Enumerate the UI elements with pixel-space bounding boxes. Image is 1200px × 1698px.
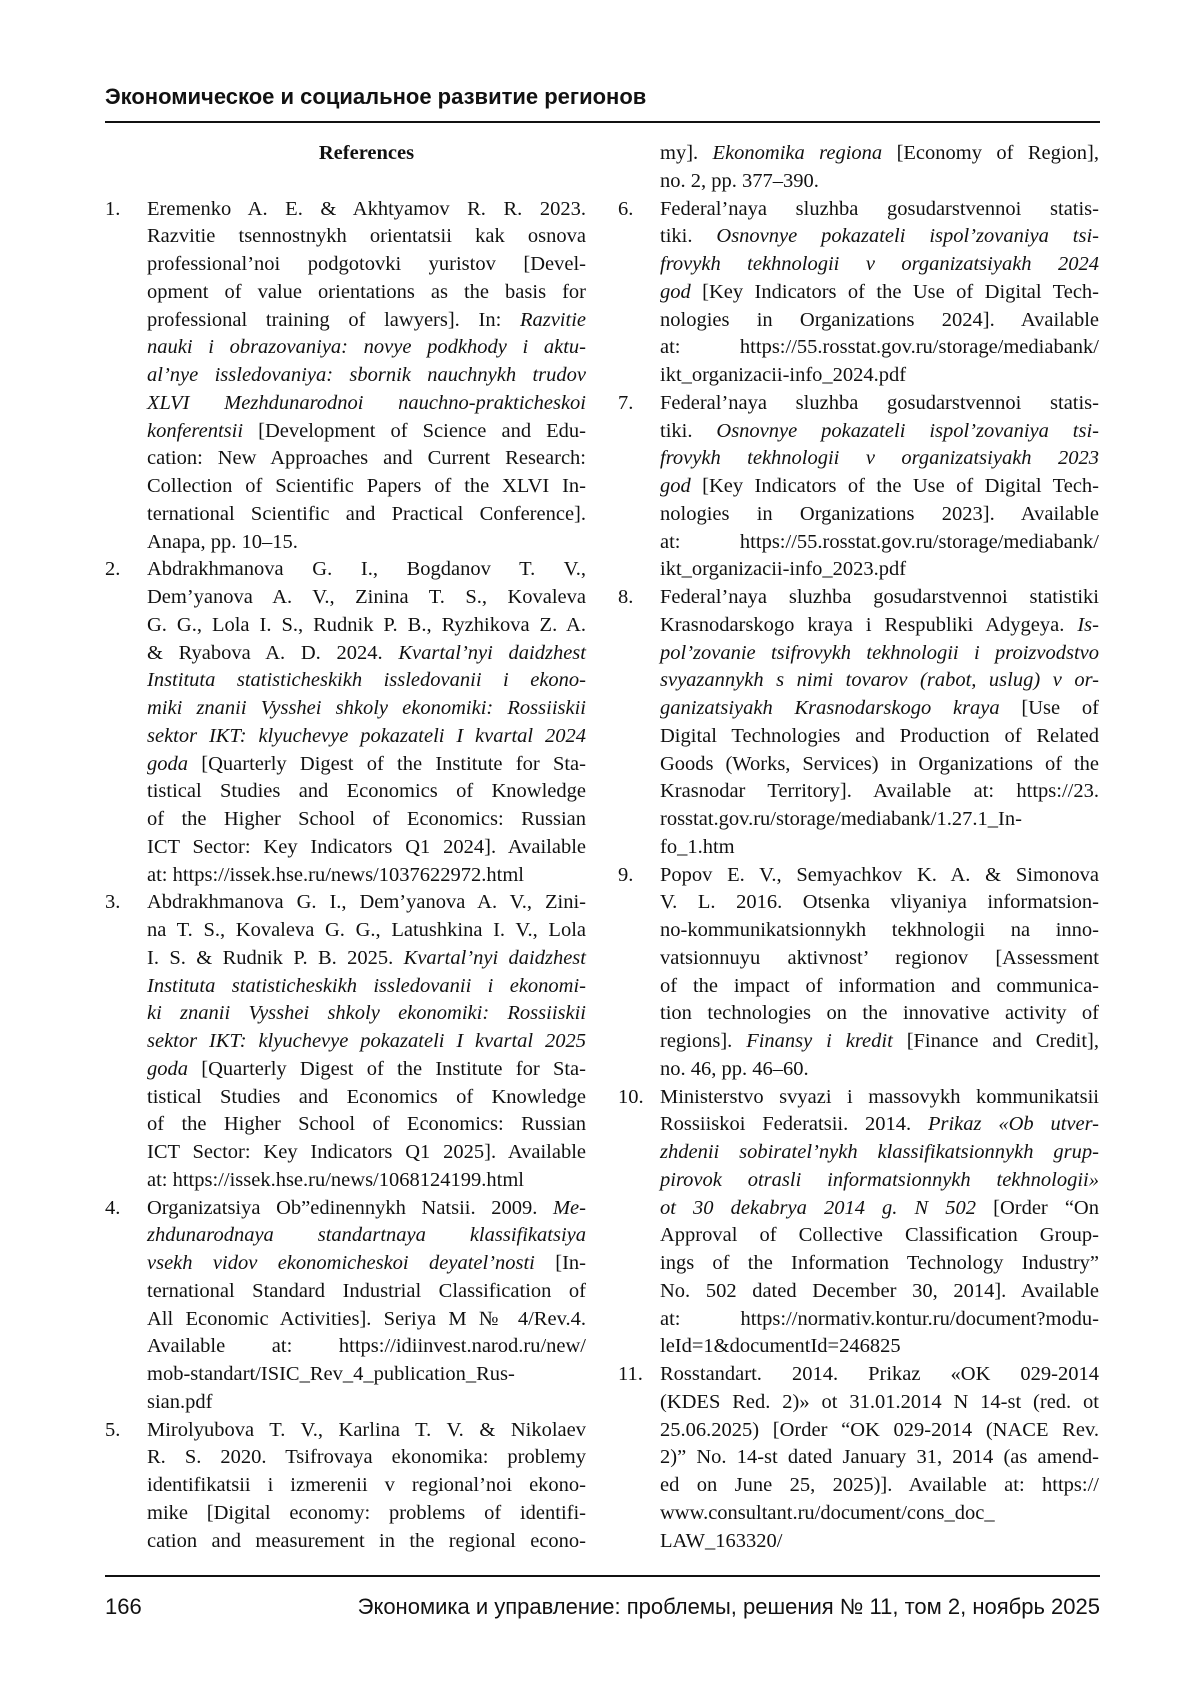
- reference-text: mob-standart/ISIC_Rev_4_publication_Rus-: [147, 1363, 515, 1385]
- reference-line: [147, 501, 586, 529]
- italic-title-text: god: [660, 475, 691, 497]
- italic-title-text: al’nye issledovaniya: sbornik nauchnykh trudov: [147, 364, 586, 386]
- reference-text: I. S. & Rudnik P. B. 2025.: [147, 946, 404, 969]
- reference-line: [147, 1222, 586, 1250]
- italic-title-text: Finansy i kredit: [746, 1030, 893, 1052]
- reference-number: 1.: [105, 197, 121, 220]
- reference-text: at: https://55.rosstat.gov.ru/storage/mediabank/: [660, 530, 1099, 553]
- reference-line: [660, 1333, 1099, 1361]
- reference-line: [147, 1278, 586, 1306]
- reference-line: [660, 723, 1099, 751]
- reference-line: [660, 1056, 1099, 1084]
- reference-text: (KDES Red. 2)» ot 31.01.2014 N 14-st (red. ot: [660, 1390, 1099, 1413]
- reference-text: Mirolyubova T. V., Karlina T. V. & Nikolaev: [147, 1418, 586, 1441]
- reference-item: [105, 889, 586, 1194]
- reference-line: [147, 889, 586, 917]
- reference-item: [618, 862, 1099, 1084]
- reference-line: [147, 1000, 586, 1028]
- reference-line: [660, 1278, 1099, 1306]
- reference-line: [660, 751, 1099, 779]
- reference-line: [660, 1195, 1099, 1223]
- reference-text: of the Higher School of Economics: Russian: [147, 808, 586, 830]
- reference-text: Ministerstvo svyazi i massovykh kommunikatsii: [660, 1085, 1099, 1108]
- reference-line: [147, 751, 586, 779]
- reference-item: [618, 1084, 1099, 1362]
- reference-line: [660, 1361, 1099, 1389]
- reference-text: nologies in Organizations 2024]. Available: [660, 308, 1099, 331]
- reference-number: 6.: [618, 197, 634, 220]
- reference-text: LAW_163320/: [660, 1529, 783, 1552]
- reference-text: sian.pdf: [147, 1390, 213, 1413]
- reference-text: at: https://normativ.kontur.ru/document?modu-: [660, 1307, 1099, 1330]
- reference-text: [Order “On: [976, 1196, 1099, 1219]
- italic-title-text: Kvartal’nyi daidzhest: [398, 641, 586, 664]
- italic-title-text: ot 30 dekabrya 2014 g. N 502: [660, 1196, 977, 1219]
- reference-line: [147, 612, 586, 640]
- reference-line: [147, 806, 586, 834]
- reference-line: [660, 1111, 1099, 1139]
- reference-item: [105, 1417, 586, 1556]
- reference-text: at: https://issek.hse.ru/news/1068124199.html: [147, 1168, 524, 1191]
- reference-text: tiki.: [660, 225, 717, 248]
- reference-line: [147, 1389, 586, 1417]
- reference-text: [Development of Science and Edu-: [243, 419, 586, 442]
- italic-title-text: frovykh tekhnologii v organizatsiyakh 2023: [660, 447, 1099, 470]
- italic-title-text: Osnovnye pokazateli ispol’zovaniya tsi-: [716, 225, 1099, 248]
- reference-item: [105, 196, 586, 557]
- reference-text: cation and measurement in the regional econo-: [147, 1529, 586, 1552]
- reference-text: of the impact of information and communica-: [660, 974, 1099, 997]
- reference-text: Rosstandart. 2014. Prikaz «OK 029-2014: [660, 1363, 1099, 1385]
- italic-title-text: vsekh vidov ekonomicheskoi deyatel’nosti: [147, 1252, 535, 1274]
- reference-text: nologies in Organizations 2023]. Available: [660, 502, 1099, 525]
- reference-text: G. G., Lola I. S., Rudnik P. B., Ryzhikova Z. A.: [147, 613, 586, 636]
- reference-text: [Finance and Credit],: [892, 1030, 1099, 1052]
- page-number: 166: [105, 1594, 142, 1619]
- reference-text: ed on June 25, 2025)]. Available at: https://: [660, 1474, 1099, 1496]
- reference-text: [Key Indicators of the Use of Digital Tech-: [690, 280, 1099, 303]
- reference-text: no. 2, pp. 377–390.: [660, 169, 819, 192]
- reference-text: vatsionnuyu aktivnost’ regionov [Assessment: [660, 946, 1099, 969]
- reference-line: [660, 556, 1099, 584]
- reference-item: [618, 390, 1099, 584]
- italic-title-text: ki znanii Vysshei shkoly ekonomiki: Rossiiskii: [147, 1002, 586, 1025]
- reference-item: [105, 556, 586, 889]
- reference-line: [660, 806, 1099, 834]
- reference-number: 3.: [105, 891, 121, 914]
- reference-line: [147, 584, 586, 612]
- reference-text: www.consultant.ru/document/cons_doc_: [660, 1501, 995, 1524]
- reference-line: [660, 889, 1099, 917]
- reference-text: Krasnodarskogo kraya i Respubliki Adygeya.: [660, 613, 1078, 636]
- reference-line: [660, 1306, 1099, 1334]
- reference-line: [660, 584, 1099, 612]
- right-column: [618, 140, 1099, 1555]
- reference-text: & Ryabova A. D. 2024.: [147, 641, 399, 664]
- reference-text: Razvitie tsennostnykh orientatsii kak osnova: [147, 225, 586, 248]
- reference-text: 25.06.2025) [Order “OK 029-2014 (NACE Rev.: [660, 1418, 1099, 1441]
- reference-line: [660, 1472, 1099, 1500]
- italic-title-text: miki znanii Vysshei shkoly ekonomiki: Rossiiskii: [147, 697, 586, 719]
- reference-line: [147, 390, 586, 418]
- reference-line: [660, 1000, 1099, 1028]
- italic-title-text: sektor IKT: klyuchevye pokazateli I kvartal 2025: [147, 1030, 586, 1052]
- reference-number: 2.: [105, 558, 121, 581]
- reference-text: at: https://55.rosstat.gov.ru/storage/mediabank/: [660, 336, 1099, 359]
- reference-text: cation: New Approaches and Current Research:: [147, 447, 586, 470]
- reference-text: [Quarterly Digest of the Institute for Sta-: [188, 752, 586, 775]
- reference-item: [618, 196, 1099, 390]
- italic-title-text: nauki i obrazovaniya: novye podkhody i aktu-: [147, 336, 586, 359]
- reference-line: [660, 973, 1099, 1001]
- reference-line: [147, 196, 586, 224]
- reference-text: ternational Standard Industrial Classification of: [147, 1279, 586, 1302]
- reference-text: V. L. 2016. Otsenka vliyaniya informatsion-: [660, 891, 1099, 914]
- reference-text: [Use of: [999, 697, 1099, 719]
- reference-line: [147, 1472, 586, 1500]
- reference-line: [660, 334, 1099, 362]
- reference-text: R. S. 2020. Tsifrovaya ekonomika: problemy: [147, 1446, 586, 1469]
- reference-line: [147, 1500, 586, 1528]
- reference-text: Dem’yanova A. V., Zinina T. S., Kovaleva: [147, 586, 586, 608]
- reference-line: [147, 1084, 586, 1112]
- reference-line: [147, 362, 586, 390]
- reference-line: [660, 1444, 1099, 1472]
- italic-title-text: zhdunarodnaya standartnaya klassifikatsiya: [147, 1224, 586, 1247]
- reference-line: [660, 140, 1099, 168]
- italic-title-text: Ekonomika regiona: [712, 142, 883, 164]
- left-column: [105, 140, 586, 1555]
- footer-rule: [105, 1575, 1100, 1577]
- references-heading: References: [318, 142, 415, 164]
- reference-line: [660, 473, 1099, 501]
- italic-title-text: god: [660, 280, 691, 303]
- reference-text: professional training of lawyers]. In:: [147, 308, 520, 331]
- reference-line: [147, 445, 586, 473]
- reference-line: [660, 695, 1099, 723]
- reference-text: Goods (Works, Services) in Organizations of the: [660, 752, 1099, 775]
- reference-line: [147, 1417, 586, 1445]
- italic-title-text: ganizatsiyakh Krasnodarskogo kraya: [660, 697, 1000, 719]
- reference-line: [660, 917, 1099, 945]
- reference-line: [147, 862, 586, 890]
- reference-line: [660, 251, 1099, 279]
- reference-text: Abdrakhmanova G. I., Dem’yanova A. V., Zini-: [147, 891, 586, 914]
- reference-number: 5.: [105, 1418, 121, 1441]
- reference-line: [660, 945, 1099, 973]
- italic-title-text: Prikaz «Ob utver-: [927, 1113, 1099, 1136]
- italic-title-text: frovykh tekhnologii v organizatsiyakh 2024: [660, 253, 1099, 275]
- reference-text: Popov E. V., Semyachkov K. A. & Simonova: [660, 863, 1099, 886]
- reference-line: [147, 1195, 586, 1223]
- reference-text: [Economy of Region],: [882, 142, 1100, 164]
- reference-text: na T. S., Kovaleva G. G., Latushkina I. V., Lola: [147, 919, 586, 941]
- reference-text: tistical Studies and Economics of Knowledge: [147, 780, 586, 803]
- reference-text: ikt_organizacii-info_2024.pdf: [660, 364, 907, 386]
- reference-text: 2)” No. 14-st dated January 31, 2014 (as amend-: [660, 1446, 1099, 1469]
- reference-line: [660, 445, 1099, 473]
- reference-line: [660, 168, 1099, 196]
- reference-line: [660, 778, 1099, 806]
- italic-title-text: Kvartal’nyi daidzhest: [403, 946, 586, 969]
- reference-line: [147, 1167, 586, 1195]
- reference-line: [660, 1417, 1099, 1445]
- reference-text: of the Higher School of Economics: Russian: [147, 1113, 586, 1136]
- reference-text: mike [Digital economy: problems of identifi-: [147, 1501, 586, 1524]
- reference-text: Krasnodar Territory]. Available at: https://23.: [660, 780, 1099, 803]
- reference-text: [Quarterly Digest of the Institute for Sta-: [188, 1057, 586, 1080]
- italic-title-text: pol’zovanie tsifrovykh tekhnologii i proizvodstvo: [660, 641, 1099, 664]
- reference-text: rosstat.gov.ru/storage/mediabank/1.27.1_In-: [660, 808, 1022, 830]
- reference-line: [660, 612, 1099, 640]
- reference-line: [147, 251, 586, 279]
- reference-text: Eremenko A. E. & Akhtyamov R. R. 2023.: [147, 197, 586, 220]
- italic-title-text: Osnovnye pokazateli ispol’zovaniya tsi-: [716, 419, 1099, 442]
- reference-item: [618, 1361, 1099, 1555]
- reference-line: [147, 945, 586, 973]
- reference-text: professional’noi podgotovki yuristov [Devel-: [147, 253, 586, 275]
- reference-line: [147, 1250, 586, 1278]
- reference-line: [147, 723, 586, 751]
- italic-title-text: konferentsii: [147, 419, 244, 442]
- reference-text: Federal’naya sluzhba gosudarstvennoi statis-: [660, 391, 1099, 414]
- italic-title-text: Instituta statisticheskikh issledovanii i ekono-: [147, 669, 586, 692]
- reference-line: [660, 1028, 1099, 1056]
- reference-text: ikt_organizacii-info_2023.pdf: [660, 558, 907, 581]
- reference-number: 7.: [618, 391, 634, 414]
- reference-line: [660, 1528, 1099, 1556]
- reference-line: [147, 529, 586, 557]
- reference-text: regions].: [660, 1030, 747, 1052]
- italic-title-text: zhdenii sobiratel’nykh klassifikatsionnykh grup-: [660, 1141, 1099, 1163]
- reference-line: [147, 973, 586, 1001]
- reference-line: [147, 1139, 586, 1167]
- reference-line: [147, 1444, 586, 1472]
- reference-text: ings of the Information Technology Industry”: [660, 1252, 1099, 1274]
- reference-line: [147, 667, 586, 695]
- reference-line: [147, 1306, 586, 1334]
- reference-line: [660, 362, 1099, 390]
- reference-line: [147, 695, 586, 723]
- reference-line: [660, 1389, 1099, 1417]
- reference-line: [147, 1028, 586, 1056]
- header-rule: [105, 121, 1100, 123]
- reference-line: [147, 1056, 586, 1084]
- reference-text: [In-: [534, 1252, 587, 1274]
- reference-text: ICT Sector: Key Indicators Q1 2025]. Available: [147, 1141, 586, 1163]
- reference-text: my].: [660, 142, 713, 164]
- reference-line: [147, 279, 586, 307]
- reference-text: Federal’naya sluzhba gosudarstvennoi statistiki: [660, 586, 1099, 608]
- reference-line: [660, 1084, 1099, 1112]
- italic-title-text: Is-: [1077, 613, 1099, 636]
- reference-text: no-kommunikatsionnykh tekhnologii na inno-: [660, 919, 1099, 941]
- reference-text: tistical Studies and Economics of Knowledge: [147, 1085, 586, 1108]
- reference-text: Rossiiskoi Federatsii. 2014.: [660, 1113, 928, 1136]
- reference-number: 11.: [618, 1363, 643, 1385]
- reference-line: [660, 1222, 1099, 1250]
- reference-text: All Economic Activities]. Seriya M № 4/Rev.4.: [147, 1307, 586, 1330]
- reference-line: [660, 667, 1099, 695]
- reference-line: [660, 640, 1099, 668]
- reference-text: Available at: https://idiinvest.narod.ru/new/: [147, 1335, 586, 1358]
- reference-line: [147, 1528, 586, 1556]
- reference-text: Anapa, pp. 10–15.: [147, 530, 298, 553]
- reference-line: [660, 501, 1099, 529]
- reference-text: leId=1&documentId=246825: [660, 1335, 901, 1358]
- reference-line: [660, 862, 1099, 890]
- reference-line: [660, 223, 1099, 251]
- italic-title-text: svyazannykh s nimi tovarov (rabot, uslug) v or-: [660, 669, 1099, 692]
- italic-title-text: goda: [147, 752, 188, 775]
- reference-text: identifikatsii i izmerenii v regional’noi ekono-: [147, 1474, 586, 1496]
- reference-number: 10.: [618, 1085, 644, 1108]
- reference-number: 4.: [105, 1196, 121, 1219]
- reference-text: Approval of Collective Classification Group-: [660, 1224, 1099, 1247]
- reference-line: [660, 307, 1099, 335]
- reference-text: Federal’naya sluzhba gosudarstvennoi statis-: [660, 197, 1099, 220]
- reference-number: 8.: [618, 586, 634, 608]
- reference-line: [147, 640, 586, 668]
- running-header: Экономическое и социальное развитие регионов: [105, 84, 647, 109]
- reference-text: [Key Indicators of the Use of Digital Tech-: [690, 475, 1099, 497]
- reference-line: [660, 834, 1099, 862]
- italic-title-text: Razvitie: [519, 308, 586, 331]
- reference-line: [660, 418, 1099, 446]
- reference-text: opment of value orientations as the basis for: [147, 280, 586, 303]
- reference-text: Abdrakhmanova G. I., Bogdanov T. V.,: [147, 558, 586, 581]
- reference-continuation: [618, 140, 1099, 196]
- reference-number: 9.: [618, 863, 634, 886]
- reference-line: [660, 196, 1099, 224]
- reference-text: Organizatsiya Ob”edinennykh Natsii. 2009.: [147, 1196, 553, 1219]
- reference-text: tion technologies on the innovative activity of: [660, 1002, 1099, 1025]
- reference-line: [147, 1333, 586, 1361]
- reference-line: [147, 418, 586, 446]
- reference-line: [147, 834, 586, 862]
- reference-line: [147, 223, 586, 251]
- reference-line: [147, 334, 586, 362]
- reference-text: Digital Technologies and Production of Related: [660, 724, 1099, 747]
- reference-text: fo_1.htm: [660, 835, 735, 858]
- reference-line: [660, 1500, 1099, 1528]
- reference-text: ternational Scientific and Practical Conference].: [147, 502, 586, 525]
- reference-line: [147, 1111, 586, 1139]
- reference-text: ICT Sector: Key Indicators Q1 2024]. Available: [147, 835, 586, 858]
- reference-line: [147, 917, 586, 945]
- reference-line: [660, 279, 1099, 307]
- reference-item: [618, 584, 1099, 862]
- journal-footer: Экономика и управление: проблемы, решения № 11, том 2, ноябрь 2025: [357, 1594, 1100, 1619]
- reference-text: no. 46, pp. 46–60.: [660, 1057, 809, 1080]
- reference-line: [147, 307, 586, 335]
- italic-title-text: Instituta statisticheskikh issledovanii i ekonomi-: [147, 974, 586, 997]
- reference-text: No. 502 dated December 30, 2014]. Available: [660, 1279, 1099, 1302]
- reference-text: Collection of Scientific Papers of the XLVI In-: [147, 475, 586, 497]
- reference-line: [660, 1250, 1099, 1278]
- reference-line: [660, 1167, 1099, 1195]
- reference-text: tiki.: [660, 419, 717, 442]
- reference-line: [147, 556, 586, 584]
- reference-line: [660, 390, 1099, 418]
- reference-line: [660, 529, 1099, 557]
- reference-line: [147, 778, 586, 806]
- reference-item: [105, 1195, 586, 1417]
- italic-title-text: pirovok otrasli informatsionnykh tekhnologii»: [660, 1168, 1099, 1191]
- reference-text: at: https://issek.hse.ru/news/1037622972.html: [147, 863, 524, 886]
- italic-title-text: goda: [147, 1057, 188, 1080]
- italic-title-text: XLVI Mezhdunarodnoi nauchno-prakticheskoi: [147, 391, 586, 414]
- reference-line: [147, 1361, 586, 1389]
- italic-title-text: sektor IKT: klyuchevye pokazateli I kvartal 2024: [147, 724, 586, 747]
- reference-line: [660, 1139, 1099, 1167]
- italic-title-text: Me-: [552, 1196, 586, 1219]
- reference-line: [147, 473, 586, 501]
